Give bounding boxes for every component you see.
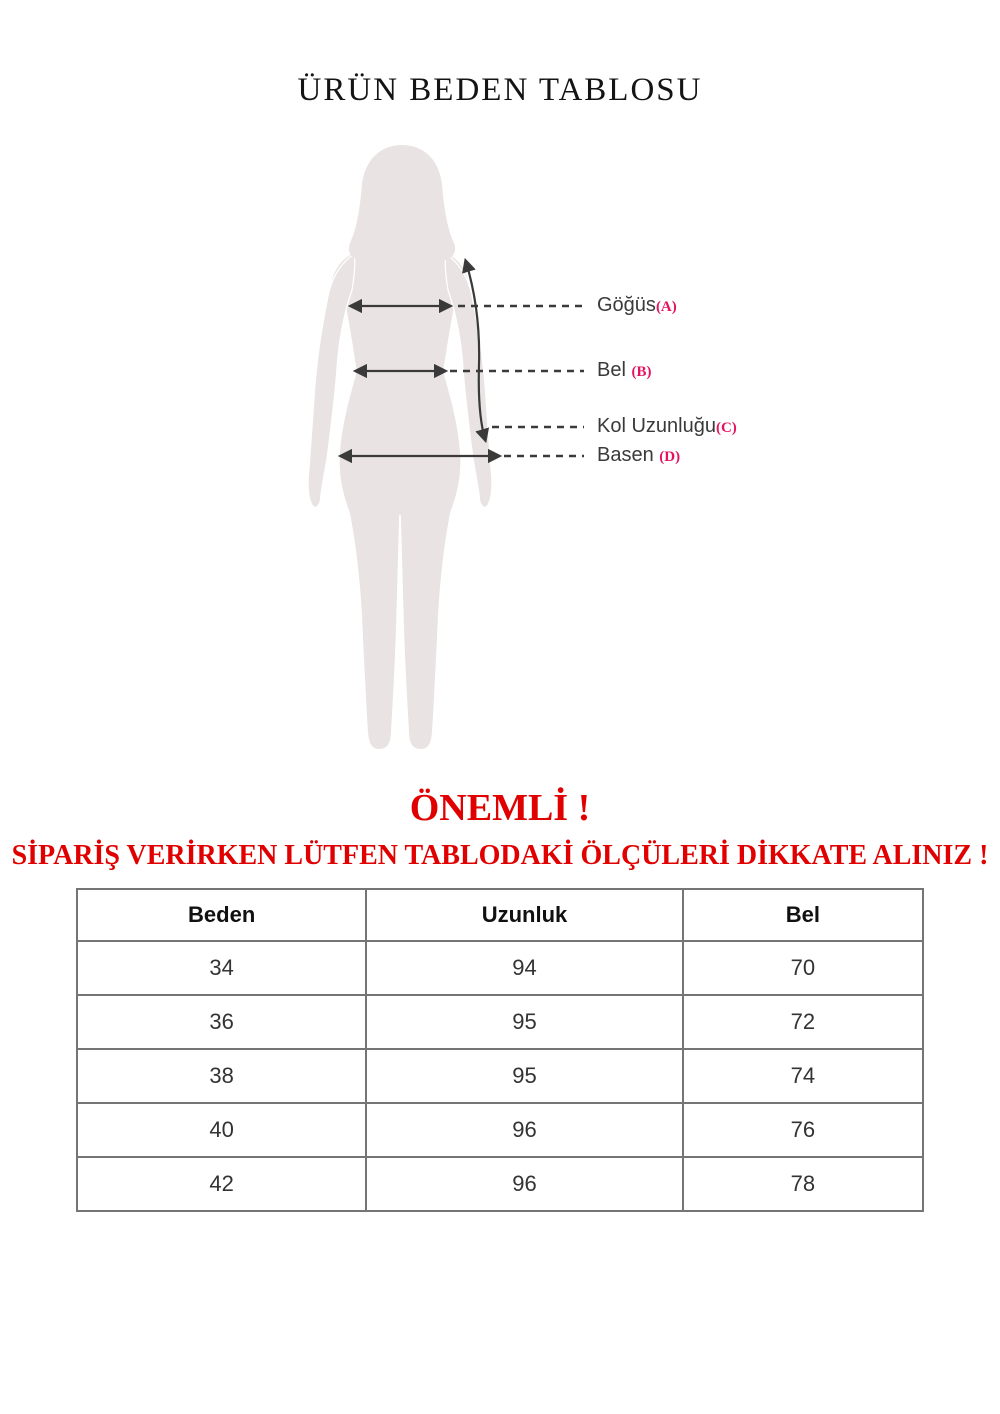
size-table [76, 888, 924, 1212]
header-uzunluk: Uzunluk [366, 889, 682, 941]
cell-beden: 38 [77, 1049, 366, 1103]
measure-label-hip-text: Basen [597, 444, 660, 466]
measure-marker-d: (D) [659, 449, 681, 465]
cell-uzunluk: 94 [366, 941, 682, 995]
measure-marker-b: (B) [631, 364, 652, 380]
measure-label-arm-length-text: Kol Uzunluğu [597, 415, 716, 437]
measure-label-hip [597, 444, 680, 469]
measure-label-chest [597, 294, 677, 319]
measure-marker-c: (C) [715, 420, 737, 436]
cell-uzunluk: 95 [366, 995, 682, 1049]
page-title: ÜRÜN BEDEN TABLOSU [297, 72, 703, 108]
size-table-header-row [77, 889, 923, 941]
table-row [77, 1157, 923, 1211]
cell-bel: 70 [683, 941, 923, 995]
cell-uzunluk: 95 [366, 1049, 682, 1103]
cell-beden: 36 [77, 995, 366, 1049]
cell-bel: 72 [683, 995, 923, 1049]
cell-uzunluk: 96 [366, 1157, 682, 1211]
warning-subheading: SİPARİŞ VERİRKEN LÜTFEN TABLODAKİ ÖLÇÜLERİ DİKKATE ALINIZ ! [11, 840, 989, 871]
warning-heading: ÖNEMLİ ! [409, 787, 591, 829]
cell-beden: 42 [77, 1157, 366, 1211]
cell-uzunluk: 96 [366, 1103, 682, 1157]
table-row [77, 941, 923, 995]
table-row [77, 1049, 923, 1103]
table-row [77, 1103, 923, 1157]
cell-bel: 78 [683, 1157, 923, 1211]
cell-bel: 74 [683, 1049, 923, 1103]
silhouette-head-hair [349, 145, 455, 266]
measure-marker-a: (A) [655, 299, 677, 315]
measure-label-waist-text: Bel [597, 359, 632, 381]
female-body-silhouette [308, 145, 492, 749]
silhouette-torso-legs [332, 252, 468, 749]
cell-beden: 40 [77, 1103, 366, 1157]
measure-label-arm-length [597, 415, 737, 440]
table-row [77, 995, 923, 1049]
header-beden: Beden [77, 889, 366, 941]
measure-label-waist [597, 359, 651, 384]
header-bel: Bel [683, 889, 923, 941]
measure-label-chest-text: Göğüs [597, 294, 656, 316]
cell-bel: 76 [683, 1103, 923, 1157]
cell-beden: 34 [77, 941, 366, 995]
